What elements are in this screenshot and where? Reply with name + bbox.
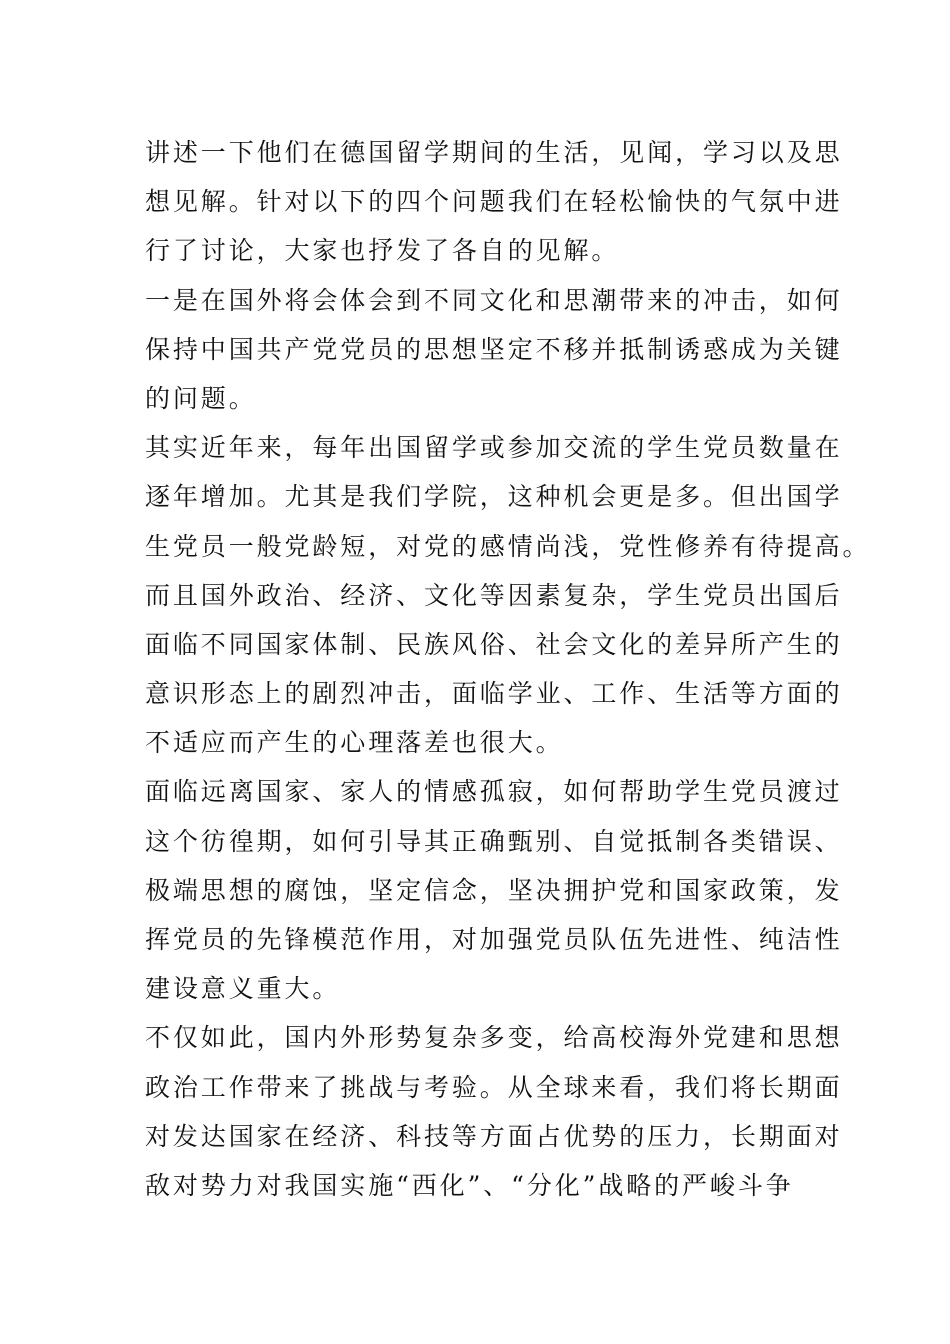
text-line: 面临不同国家体制、民族风俗、社会文化的差异所产生的 xyxy=(145,629,843,659)
text-line: 建设意义重大。 xyxy=(145,974,341,1004)
text-line: 这个彷徨期，如何引导其正确甄别、自觉抵制各类错误、 xyxy=(145,826,843,856)
text-line: 不仅如此，国内外形势复杂多变，给高校海外党建和思想 xyxy=(145,1023,843,1053)
text-line: 挥党员的先锋模范作用，对加强党员队伍先进性、纯洁性 xyxy=(145,925,843,954)
text-line: 保持中国共产党党员的思想坚定不移并抵制诱惑成为关键 xyxy=(145,334,843,364)
text-line: 其实近年来，每年出国留学或参加交流的学生党员数量在 xyxy=(145,433,843,463)
text-line: 的问题。 xyxy=(145,383,257,413)
text-line: 面临远离国家、家人的情感孤寂，如何帮助学生党员渡过 xyxy=(145,777,843,807)
text-line: 对发达国家在经济、科技等方面占优势的压力，长期面对 xyxy=(145,1121,843,1151)
text-line: 想见解。针对以下的四个问题我们在轻松愉快的气氛中进 xyxy=(145,187,843,217)
text-line: 意识形态上的剧烈冲击，面临学业、工作、生活等方面的 xyxy=(145,679,843,709)
text-line: 讲述一下他们在德国留学期间的生活，见闻，学习以及思 xyxy=(145,138,843,167)
text-line: 不适应而产生的心理落差也很大。 xyxy=(145,728,564,758)
text-line: 敌对势力对我国实施“西化”、“分化”战略的严峻斗争 xyxy=(145,1170,794,1200)
text-line: 逐年增加。尤其是我们学院，这种机会更是多。但出国学 xyxy=(145,482,843,512)
text-line: 极端思想的腐蚀，坚定信念，坚决拥护党和国家政策，发 xyxy=(145,875,843,905)
text-line: 生党员一般党龄短，对党的感情尚浅，党性修养有待提高。 xyxy=(145,531,871,561)
text-line: 行了讨论，大家也抒发了各自的见解。 xyxy=(145,236,620,266)
text-line: 政治工作带来了挑战与考验。从全球来看，我们将长期面 xyxy=(145,1072,843,1102)
text-line: 一是在国外将会体会到不同文化和思潮带来的冲击，如何 xyxy=(145,285,843,315)
body-text xyxy=(145,128,871,1210)
text-line: 而且国外政治、经济、文化等因素复杂，学生党员出国后 xyxy=(145,580,843,610)
